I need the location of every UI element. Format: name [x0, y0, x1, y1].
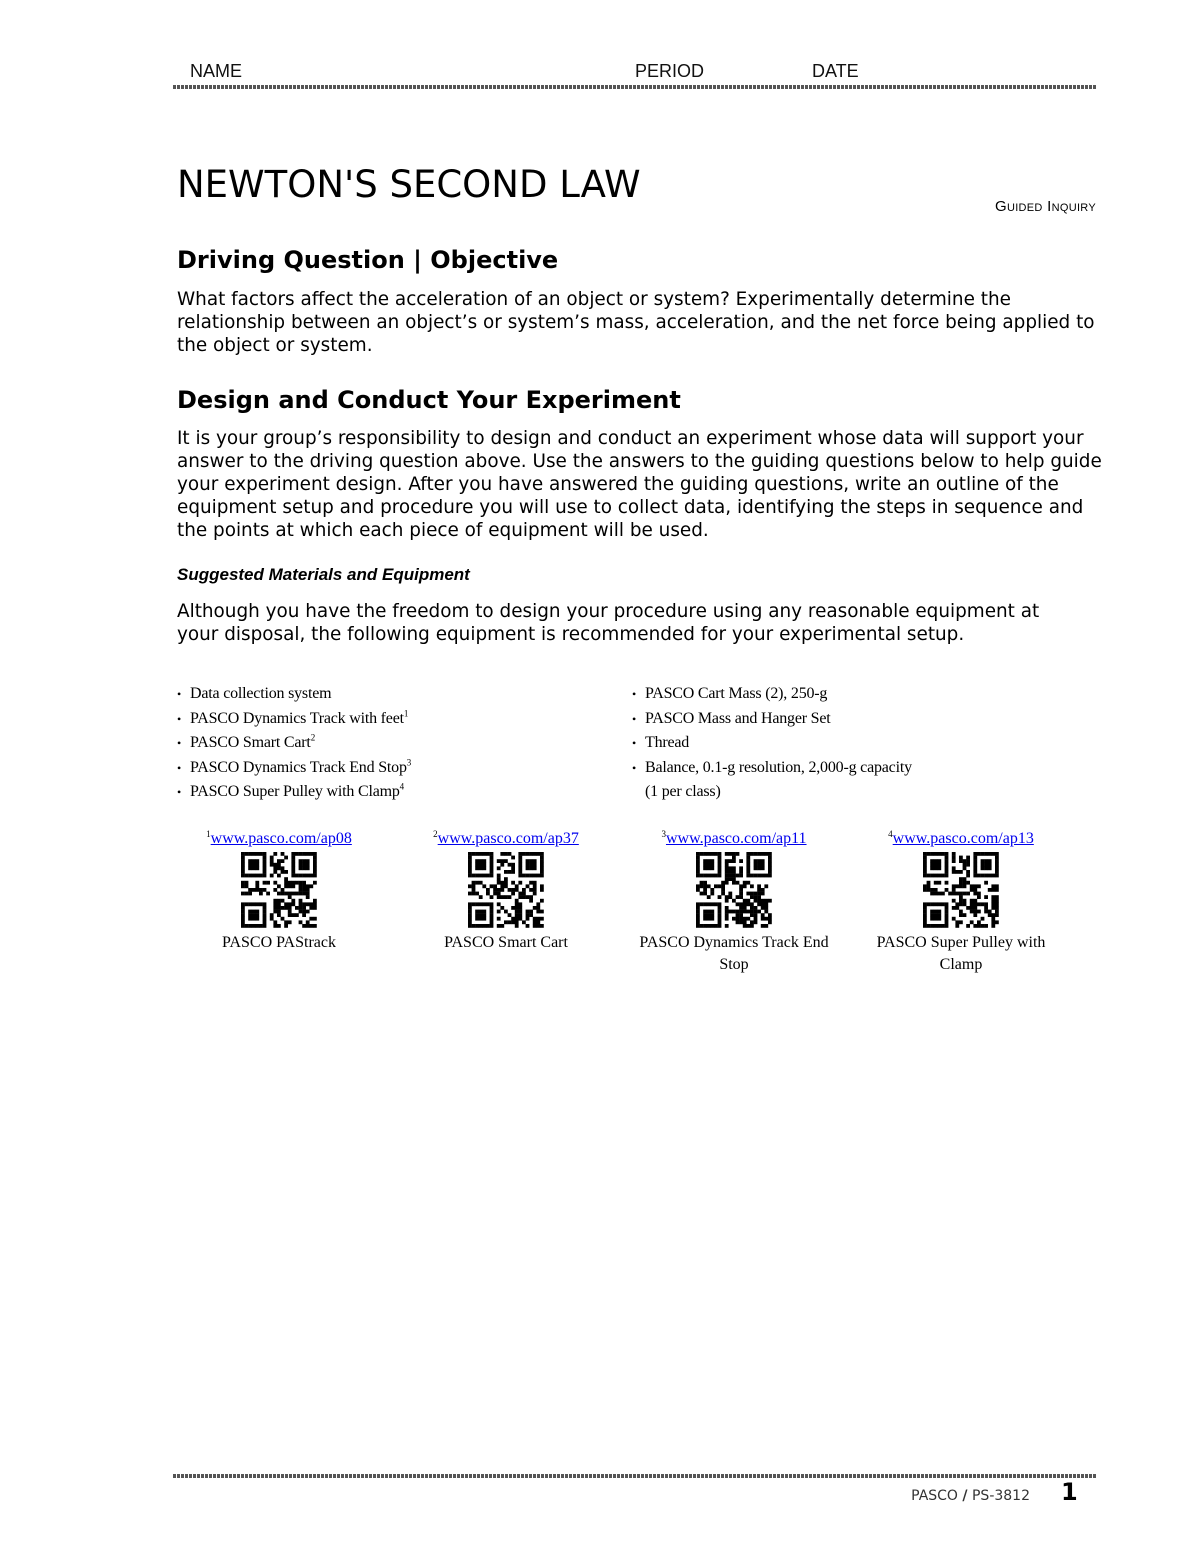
material-item-text: Thread — [645, 734, 690, 751]
material-item-text: (1 per class) — [645, 783, 721, 800]
material-item-text: PASCO Super Pulley with Clamp — [190, 783, 400, 800]
qr-url-text: www.pasco.com/ap11 — [665, 830, 807, 847]
material-item — [177, 707, 411, 732]
material-item-text: PASCO Dynamics Track with feet — [190, 709, 404, 727]
footnote-marker: 1 — [403, 708, 409, 719]
period-label: PERIOD — [635, 61, 705, 81]
material-item — [177, 682, 411, 707]
bullet-icon: • — [177, 785, 182, 799]
qr-caption: PASCO Smart Cart — [444, 933, 568, 951]
bullet-icon: • — [177, 687, 182, 701]
footer-separator: / — [962, 1488, 968, 1504]
footer-text — [911, 1488, 1030, 1504]
material-item-text: PASCO Mass and Hanger Set — [645, 709, 831, 727]
qr-code-icon — [241, 852, 317, 928]
material-item-text: Data collection system — [190, 685, 332, 702]
bullet-icon: • — [632, 687, 637, 701]
qr-caption: PASCO Dynamics Track End Stop — [639, 933, 829, 973]
header-rule — [173, 85, 1096, 89]
bullet-icon: • — [177, 760, 182, 775]
material-item — [632, 707, 912, 732]
qr-code-icon — [923, 852, 999, 928]
qr-url-link[interactable]: $^1$www.pasco.com/ap08 — [206, 828, 352, 847]
materials-list-left — [177, 682, 411, 805]
material-item-text: PASCO Smart Cart — [190, 734, 311, 751]
qr-caption: PASCO PAStrack — [222, 933, 336, 951]
material-item-text: Balance, 0.1-g resolution, 2,000-g capacity — [645, 758, 912, 776]
materials-list-right — [632, 682, 912, 805]
qr-caption: PASCO Super Pulley with Clamp — [876, 933, 1046, 973]
qr-url-link[interactable]: $^3$www.pasco.com/ap11 — [661, 828, 807, 847]
materials-heading: Suggested Materials and Equipment — [177, 565, 470, 584]
footnote-marker: 2 — [310, 732, 315, 743]
qr-url-link[interactable]: $^4$www.pasco.com/ap13 — [888, 828, 1034, 847]
qr-url-text: www.pasco.com/ap37 — [437, 830, 579, 847]
qr-code-icon — [696, 852, 772, 928]
material-item-text: PASCO Dynamics Track End Stop — [190, 758, 407, 776]
footnote-marker: 4 — [399, 781, 404, 792]
qr-code-block — [624, 830, 844, 976]
design-body: It is your group’s responsibility to design and conduct an experiment whose data will support your answer to the driving question above. Use the answers to the guiding questions below to help guide your experiment design. After you have answered the guiding questions, write an outline of the equipment setup and procedure you will use to collect data, identifying the steps in sequence and the points at which each piece of equipment will be used. — [177, 428, 1102, 541]
footer-code: PS-3812 — [971, 1488, 1030, 1504]
bullet-icon: • — [632, 736, 637, 750]
material-item — [632, 731, 912, 756]
bullet-icon: • — [632, 760, 637, 775]
material-item — [632, 756, 912, 781]
materials-intro: Although you have the freedom to design your procedure using any reasonable equipment at your disposal, the following equipment is recommended for your experimental setup. — [177, 601, 1040, 645]
footnote-marker: 3 — [406, 757, 412, 768]
footer-brand: PASCO — [911, 1488, 958, 1504]
date-label: DATE — [812, 61, 859, 81]
material-item — [632, 780, 912, 805]
qr-code-block — [396, 830, 616, 954]
qr-code-block — [851, 830, 1071, 976]
qr-code-icon — [468, 852, 544, 928]
material-item — [177, 780, 411, 805]
qr-code-block — [169, 830, 389, 954]
qr-url-link[interactable]: $^2$www.pasco.com/ap37 — [433, 828, 579, 847]
bullet-icon: • — [177, 711, 182, 726]
name-label: NAME — [190, 61, 243, 81]
footer-rule — [173, 1474, 1096, 1478]
design-heading: Design and Conduct Your Experiment — [177, 386, 681, 414]
page-title: NEWTON'S SECOND LAW — [177, 163, 641, 206]
material-item — [177, 731, 411, 756]
page-subtitle: Guided Inquiry — [994, 198, 1096, 215]
material-item-text: PASCO Cart Mass (2), 250-g — [645, 685, 828, 702]
driving-question-body: What factors affect the acceleration of an object or system? Experimentally determine the relationship between an object’s or system’s mass, acceleration, and the net force being applied to the object or system. — [177, 289, 1095, 356]
qr-url-text: www.pasco.com/ap13 — [892, 830, 1034, 847]
material-item — [632, 682, 912, 707]
bullet-icon: • — [632, 711, 637, 726]
driving-question-heading: Driving Question | Objective — [177, 246, 559, 274]
material-item — [177, 756, 411, 781]
qr-url-text: www.pasco.com/ap08 — [210, 830, 352, 847]
page-number: 1 — [1061, 1478, 1078, 1506]
bullet-icon: • — [177, 736, 182, 750]
